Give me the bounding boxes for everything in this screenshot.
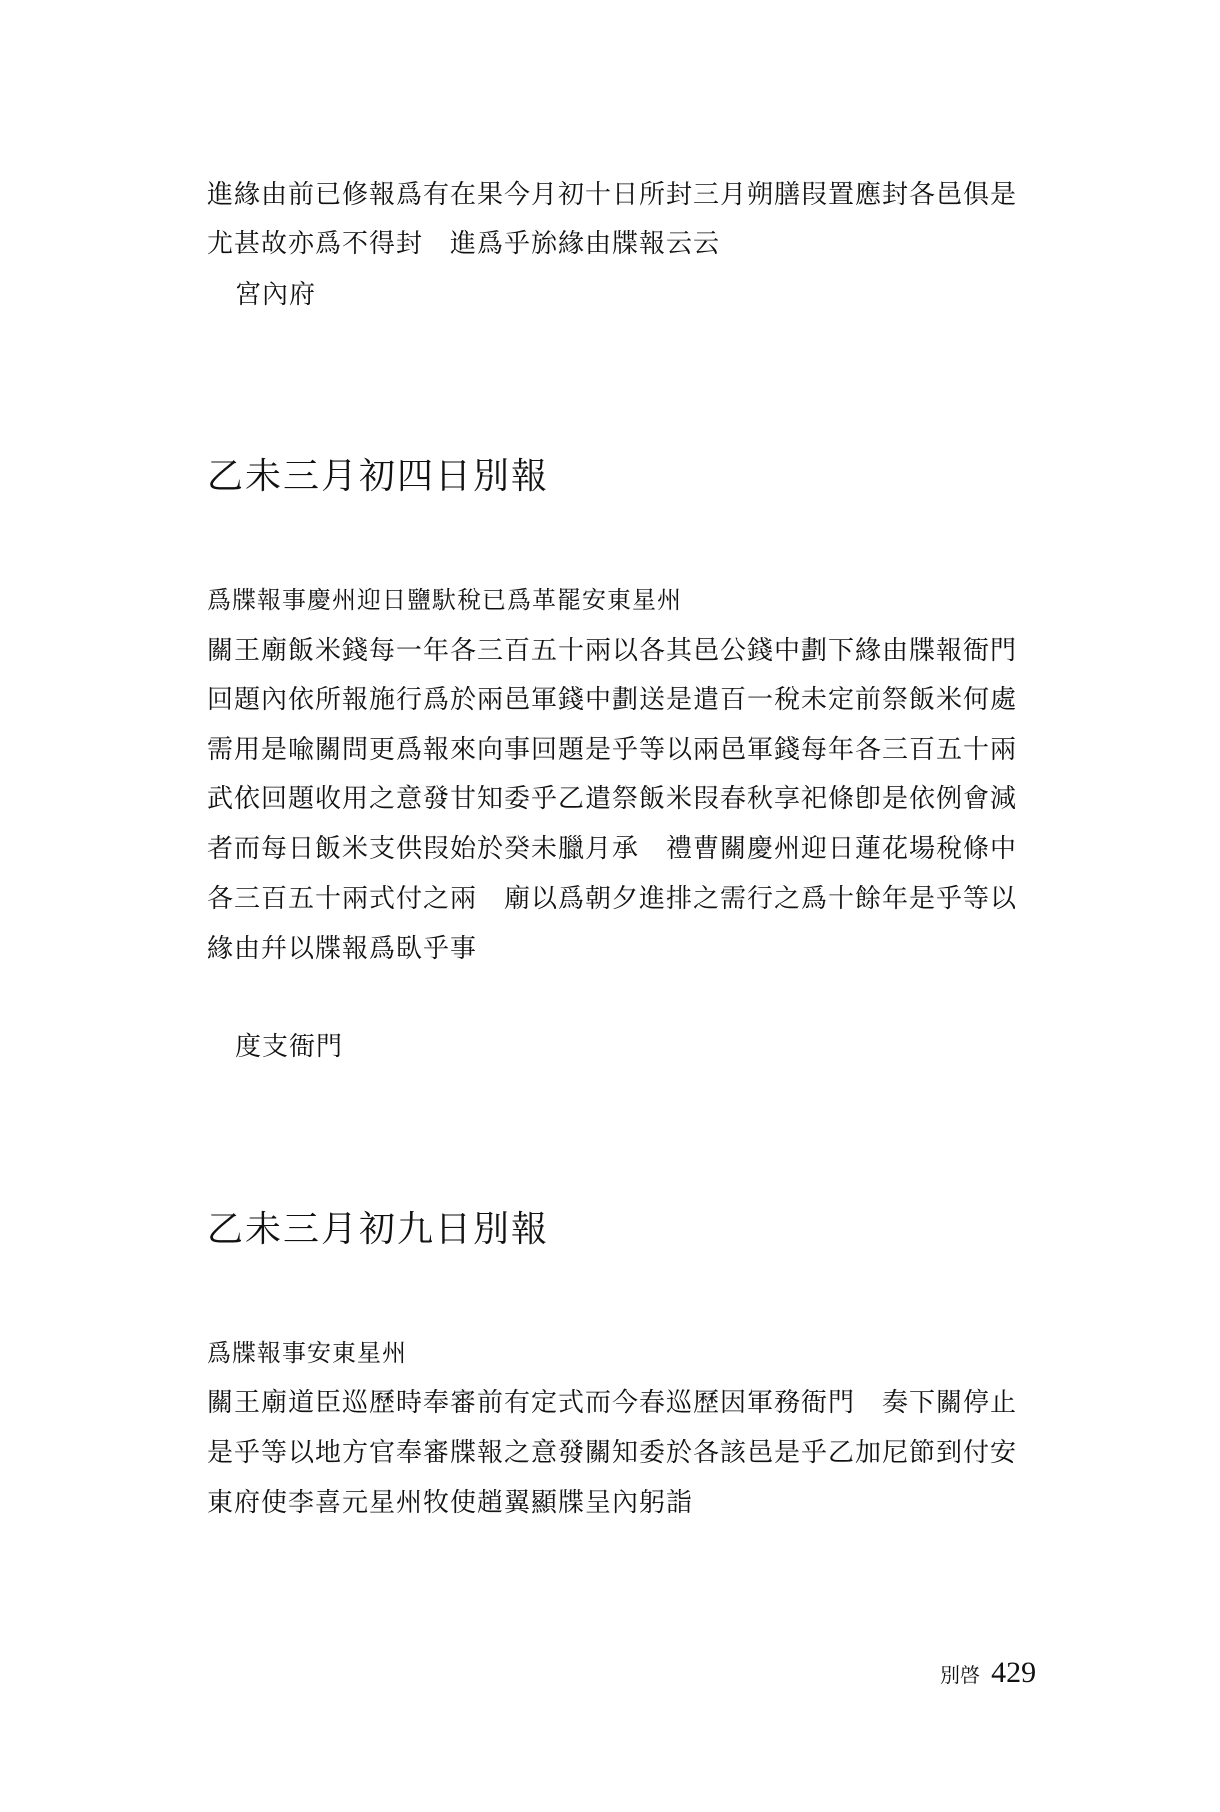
- text-line: 各三百五十兩式付之兩 廟以爲朝夕進排之需行之爲十餘年是乎等以: [207, 884, 1018, 914]
- page-number: 429: [991, 1656, 1037, 1689]
- text-line: 關王廟道臣巡歷時奉審前有定式而今春巡歷因軍務衙門 奏下關停止: [207, 1388, 1018, 1418]
- section-heading: 乙未三月初四日別報: [207, 456, 550, 497]
- text-line: 爲牒報事慶州迎日鹽馱稅已爲革罷安東星州: [207, 586, 682, 614]
- text-line: 東府使李喜元星州牧使趙翼顯牒呈內躬詣: [207, 1488, 694, 1518]
- text-line: 是乎等以地方官奉審牒報之意發關知委於各該邑是乎乙加尼節到付安: [207, 1438, 1018, 1468]
- page-footer: [940, 1656, 1036, 1690]
- text-line: 進緣由前已修報爲有在果今月初十日所封三月朔膳叚置應封各邑俱是: [207, 180, 1018, 210]
- text-line: 回題內依所報施行爲於兩邑軍錢中劃送是遣百一稅未定前祭飯米何處: [207, 685, 1018, 715]
- text-line: 尤甚故亦爲不得封 進爲乎旀緣由牒報云云: [207, 229, 721, 259]
- text-line: 緣由幷以牒報爲臥乎事: [207, 934, 478, 964]
- footer-label: 別啓: [940, 1663, 980, 1687]
- section-heading: 乙未三月初九日別報: [207, 1209, 550, 1250]
- text-line: 武依回題收用之意發甘知委乎乙遣祭飯米叚春秋享祀條卽是依例會減: [207, 784, 1018, 814]
- text-line: 關王廟飯米錢每一年各三百五十兩以各其邑公錢中劃下緣由牒報衙門: [207, 636, 1018, 666]
- addressee: 度支衙門: [235, 1032, 344, 1062]
- text-line: 者而每日飯米支供叚始於癸未臘月承 禮曹關慶州迎日蓮花場稅條中: [207, 834, 1018, 864]
- text-line: 需用是喩關問更爲報來向事回題是乎等以兩邑軍錢每年各三百五十兩: [207, 735, 1018, 765]
- text-line: 爲牒報事安東星州: [207, 1339, 407, 1367]
- addressee: 宮內府: [235, 280, 317, 310]
